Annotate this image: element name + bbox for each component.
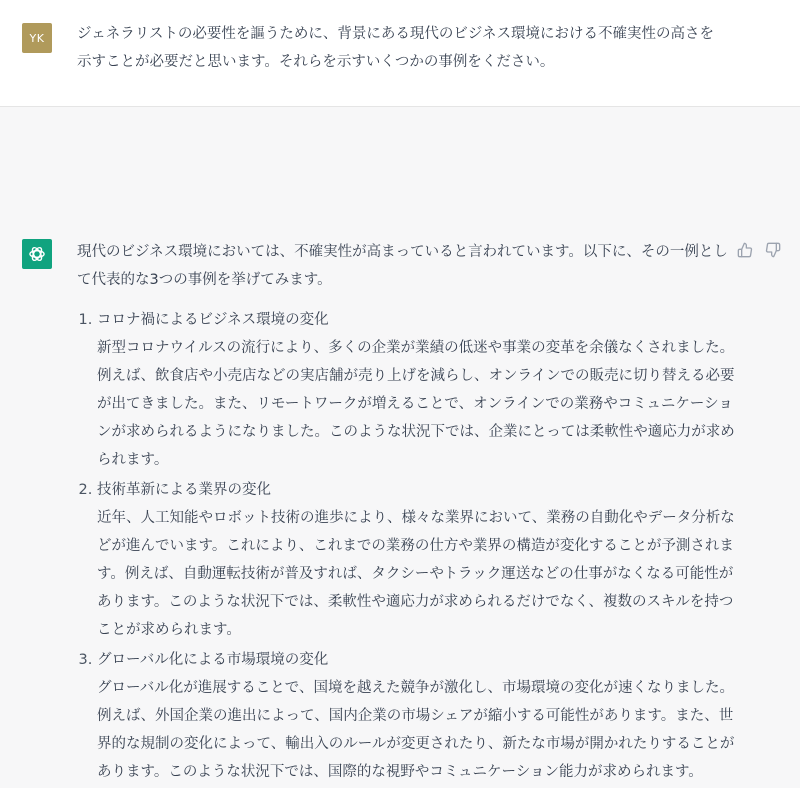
thumbs-down-icon[interactable]	[764, 241, 782, 259]
list-item	[97, 646, 737, 786]
assistant-message-text	[77, 238, 737, 788]
assistant-message-row	[0, 107, 800, 780]
list-item-body: 近年、人工知能やロボット技術の進歩により、様々な業界において、業務の自動化やデータ分析などが進んでいます。これにより、これまでの業務の仕方や業界の構造が変化することが予測されます。例えば、自動運転技術が普及すれば、タクシーやトラック運送などの仕事がなくなる可能性があります。このような状況下では、柔軟性や適応力が求められるだけでなく、複数のスキルを持つことが求められます。	[97, 510, 735, 638]
feedback-buttons	[736, 241, 782, 259]
openai-logo-icon	[22, 239, 52, 269]
list-item-body: 新型コロナウイルスの流行により、多くの企業が業績の低迷や事業の変革を余儀なくされました。例えば、飲食店や小売店などの実店舗が売り上げを減らし、オンラインでの販売に切り替える必要が出てきました。また、リモートワークが増えることで、オンラインでの業務やコミュニケーションが求められるようになりました。このような状況下では、企業にとっては柔軟性や適応力が求められます。	[97, 340, 735, 468]
list-item-title: 1. コロナ禍によるビジネス環境の変化	[97, 312, 329, 328]
thumbs-up-icon[interactable]	[736, 241, 754, 259]
list-item	[97, 476, 737, 644]
list-item	[97, 306, 737, 474]
user-message-text: ジェネラリストの必要性を謳うために、背景にある現代のビジネス環境における不確実性の高さを示すことが必要だと思います。それらを示すいくつかの事例をください。	[77, 26, 714, 70]
example-list	[77, 306, 737, 786]
list-item-body: グローバル化が進展することで、国境を越えた競争が激化し、市場環境の変化が速くなりました。例えば、外国企業の進出によって、国内企業の市場シェアが縮小する可能性があります。また、世界的な規制の変化によって、輸出入のルールが変更されたり、新たな市場が開かれたりすることがあります。このような状況下では、国際的な視野やコミュニケーション能力が求められます。	[97, 680, 735, 780]
list-item-title: 2. 技術革新による業界の変化	[97, 482, 271, 498]
user-avatar	[22, 23, 52, 53]
user-avatar-initials: YK	[29, 31, 45, 45]
list-item-title: 3. グローバル化による市場環境の変化	[97, 652, 329, 668]
user-message-row	[0, 0, 800, 107]
assistant-intro: 現代のビジネス環境においては、不確実性が高まっていると言われています。以下に、その一例として代表的な3つの事例を挙げてみます。	[77, 244, 728, 288]
